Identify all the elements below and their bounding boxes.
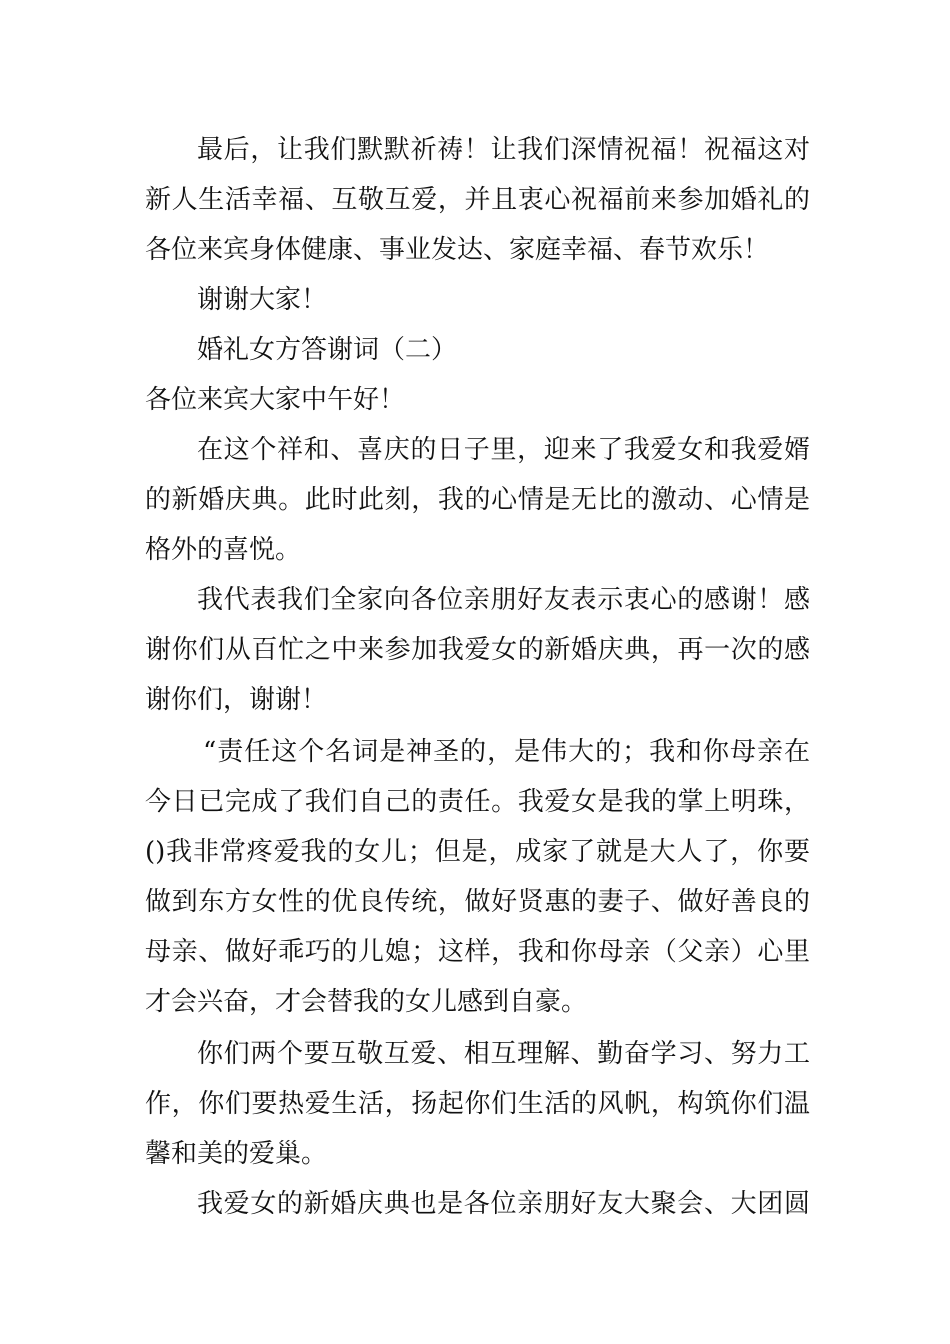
paragraph-line: 你们两个要互敬互爱、相互理解、勤奋学习、努力工 (197, 1039, 810, 1069)
paragraph-line: 新人生活幸福、互敬互爱，并且衷心祝福前来参加婚礼的 (145, 185, 810, 215)
paragraph-line: 我爱女的新婚庆典也是各位亲朋好友大聚会、大团圆 (197, 1189, 810, 1219)
paragraph-line: 我代表我们全家向各位亲朋好友表示衷心的感谢！感 (197, 585, 810, 615)
salutation-line: 各位来宾大家中午好！ (145, 385, 406, 415)
paragraph-line: 做到东方女性的优良传统，做好贤惠的妻子、做好善良的 (145, 887, 810, 917)
paragraph-line: 馨和美的爱巢。 (145, 1139, 328, 1169)
paragraph-line: “责任这个名词是神圣的，是伟大的；我和你母亲在 (203, 737, 810, 767)
paragraph-line: 格外的喜悦。 (145, 535, 302, 565)
paragraph-line: 谢你们从百忙之中来参加我爱女的新婚庆典，再一次的感 (145, 635, 810, 665)
paragraph-line: 才会兴奋，才会替我的女儿感到自豪。 (145, 987, 588, 1017)
paragraph-line: 在这个祥和、喜庆的日子里，迎来了我爱女和我爱婿 (197, 435, 810, 465)
section-heading: 婚礼女方答谢词（二） (197, 335, 458, 365)
paragraph-line: 谢你们，谢谢！ (145, 685, 328, 715)
paragraph-line: 各位来宾身体健康、事业发达、家庭幸福、春节欢乐！ (145, 235, 770, 265)
paragraph-line: 最后，让我们默默祈祷！让我们深情祝福！祝福这对 (197, 135, 810, 165)
paragraph-line: ()我非常疼爱我的女儿；但是，成家了就是大人了，你要 (145, 837, 810, 867)
paragraph-line: 谢谢大家！ (197, 285, 328, 315)
paragraph-line: 作，你们要热爱生活，扬起你们生活的风帆，构筑你们温 (145, 1089, 810, 1119)
paragraph-line: 母亲、做好乖巧的儿媳；这样，我和你母亲（父亲）心里 (145, 937, 810, 967)
paragraph-line: 今日已完成了我们自己的责任。我爱女是我的掌上明珠， (145, 787, 810, 817)
paragraph-line: 的新婚庆典。此时此刻，我的心情是无比的激动、心情是 (145, 485, 810, 515)
